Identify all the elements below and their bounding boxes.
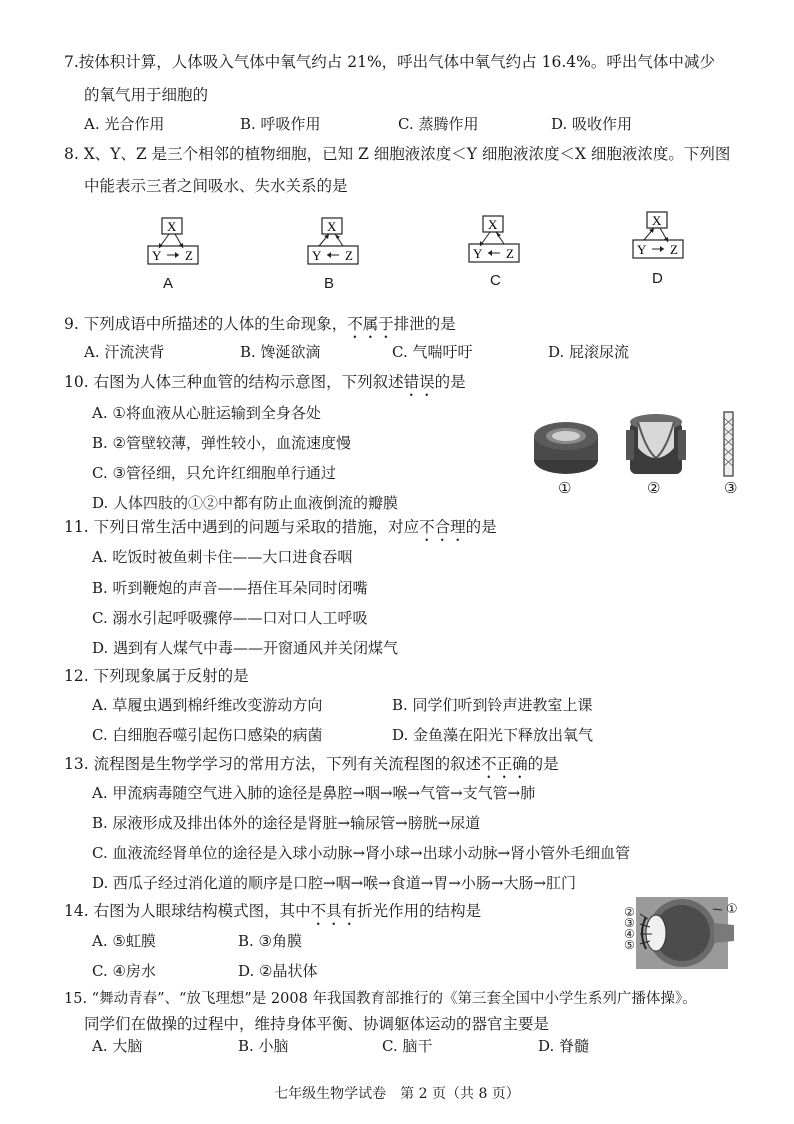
- svg-text:X: X: [327, 219, 337, 234]
- q14-stem: 14. 右图为人眼球结构模式图，其中不具有折光作用的结构是: [64, 902, 482, 920]
- q12-option-d: D. 金鱼藻在阳光下释放出氧气: [392, 726, 594, 744]
- q7-option-d: D. 吸收作用: [551, 115, 633, 133]
- svg-text:Z: Z: [185, 248, 193, 263]
- q15-stem-line1: 15. “舞动青春”、“放飞理想”是 2008 年我国教育部推行的《第三套全国中小学生系列广播体操》。: [64, 991, 697, 1007]
- q10-option-d: D. 人体四肢的①②中都有防止血液倒流的瓣膜: [92, 494, 399, 512]
- q8-diagram-d-label: D: [652, 270, 663, 287]
- q12-stem: 12. 下列现象属于反射的是: [64, 667, 249, 685]
- q9-option-b: B. 馋涎欲滴: [240, 343, 321, 361]
- q13-option-a: A. 甲流病毒随空气进入肺的途径是鼻腔→咽→喉→气管→支气管→肺: [92, 784, 536, 802]
- q8-diagram-a-label: A: [163, 275, 174, 292]
- eye-label-5: ⑤: [624, 938, 635, 952]
- svg-text:X: X: [652, 213, 662, 228]
- eye-label-4: ④: [624, 927, 635, 941]
- vessel-label-3: ③: [724, 479, 738, 497]
- eye-label-1: ①: [726, 902, 738, 917]
- q15-option-c: C. 脑干: [382, 1037, 433, 1055]
- q10-stem: 10. 右图为人体三种血管的结构示意图，下列叙述错误的是: [64, 373, 466, 391]
- svg-text:Z: Z: [670, 242, 678, 257]
- q8-diagram-b: [305, 216, 365, 268]
- q15-stem-line2: 同学们在做操的过程中，维持身体平衡、协调躯体运动的器官主要是: [84, 1015, 550, 1033]
- q12-option-b: B. 同学们听到铃声进教室上课: [392, 696, 593, 714]
- q15-option-b: B. 小脑: [238, 1037, 289, 1055]
- q7-option-b: B. 呼吸作用: [240, 115, 321, 133]
- q10-option-c: C. ③管径细，只允许红细胞单行通过: [92, 464, 336, 482]
- q9-option-a: A. 汗流浃背: [84, 343, 165, 361]
- svg-text:Y: Y: [312, 248, 322, 263]
- q14-option-a: A. ⑤虹膜: [92, 932, 156, 950]
- q8-diagram-c-label: C: [490, 272, 501, 289]
- q15-option-d: D. 脊髓: [538, 1037, 590, 1055]
- q7-stem-line2: 的氧气用于细胞的: [84, 86, 209, 104]
- capillary-illustration: [724, 412, 733, 476]
- q15-option-a: A. 大脑: [92, 1037, 143, 1055]
- q11-option-c: C. 溺水引起呼吸骤停——口对口人工呼吸: [92, 609, 368, 627]
- q13-option-b: B. 尿液形成及排出体外的途径是肾脏→输尿管→膀胱→尿道: [92, 814, 481, 832]
- q9-stem: 9. 下列成语中所描述的人体的生命现象，不属于排泄的是: [64, 315, 456, 333]
- q7-stem-line1: 7.按体积计算，人体吸入气体中氧气约占 21%，呼出气体中氧气约占 16.4%。呼出气体中减少: [64, 53, 715, 71]
- q14-option-c: C. ④房水: [92, 962, 156, 980]
- q8-diagram-a: [145, 216, 205, 268]
- artery-illustration: [534, 422, 598, 474]
- q14-option-b: B. ③角膜: [238, 932, 303, 950]
- svg-text:Y: Y: [473, 246, 483, 261]
- vessel-label-2: ②: [647, 479, 661, 497]
- q13-stem: 13. 流程图是生物学学习的常用方法，下列有关流程图的叙述不正确的是: [64, 755, 559, 773]
- q7-option-c: C. 蒸腾作用: [398, 115, 479, 133]
- q10-option-b: B. ②管壁较薄，弹性较小，血流速度慢: [92, 434, 352, 452]
- vessel-label-1: ①: [558, 479, 572, 497]
- q11-option-d: D. 遇到有人煤气中毒——开窗通风并关闭煤气: [92, 639, 399, 657]
- q14-option-d: D. ②晶状体: [238, 962, 318, 980]
- q12-option-a: A. 草履虫遇到棉纤维改变游动方向: [92, 696, 323, 714]
- eye-label-3: ③: [624, 916, 635, 930]
- q8-diagram-c: [466, 214, 526, 266]
- q11-option-a: A. 吃饭时被鱼刺卡住——大口进食吞咽: [92, 548, 353, 566]
- q12-option-c: C. 白细胞吞噬引起伤口感染的病菌: [92, 726, 323, 744]
- eye-label-2: ②: [624, 905, 635, 919]
- page-footer: 七年级生物学试卷 第 2 页（共 8 页）: [274, 1086, 520, 1102]
- q9-option-c: C. 气喘吁吁: [392, 343, 473, 361]
- q8-stem-line1: 8. X、Y、Z 是三个相邻的植物细胞，已知 Z 细胞液浓度＜Y 细胞液浓度＜X 细胞液浓度。下列图: [64, 145, 731, 163]
- svg-text:X: X: [488, 217, 498, 232]
- svg-text:Y: Y: [637, 242, 647, 257]
- q8-stem-line2: 中能表示三者之间吸水、失水关系的是: [84, 177, 348, 195]
- q8-diagram-b-label: B: [324, 275, 335, 292]
- q11-option-b: B. 听到鞭炮的声音——捂住耳朵同时闭嘴: [92, 579, 368, 597]
- q8-diagram-d: [630, 210, 690, 262]
- svg-text:Y: Y: [152, 248, 162, 263]
- diagram-node: X: [167, 219, 177, 234]
- svg-text:Z: Z: [345, 248, 353, 263]
- q13-option-c: C. 血液流经肾单位的途径是入球小动脉→肾小球→出球小动脉→肾小管外毛细血管: [92, 844, 631, 862]
- svg-text:Z: Z: [506, 246, 514, 261]
- q10-option-a: A. ①将血液从心脏运输到全身各处: [92, 404, 321, 422]
- q7-option-a: A. 光合作用: [84, 115, 165, 133]
- q11-stem: 11. 下列日常生活中遇到的问题与采取的措施，对应不合理的是: [64, 518, 497, 536]
- q13-option-d: D. 西瓜子经过消化道的顺序是口腔→咽→喉→食道→胃→小肠→大肠→肛门: [92, 874, 577, 892]
- vein-illustration: [626, 414, 686, 474]
- q9-option-d: D. 屁滚尿流: [548, 343, 630, 361]
